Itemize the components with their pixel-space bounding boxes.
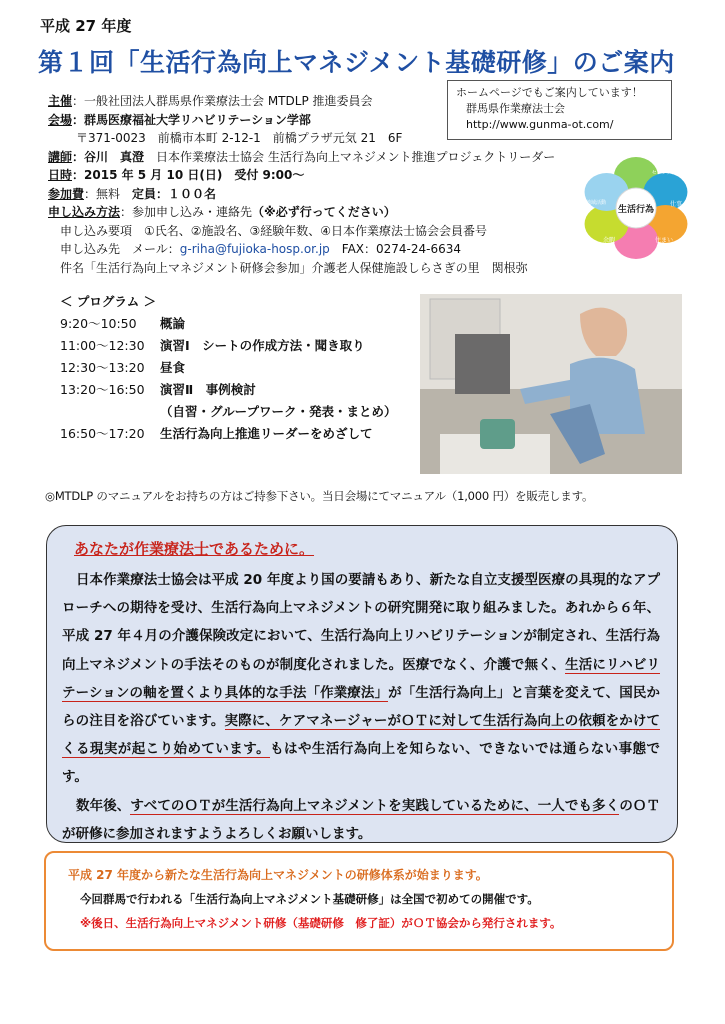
contact-prefix: 申し込み先 メール： bbox=[60, 242, 180, 256]
program-title: （自習・グループワーク・発表・まとめ） bbox=[160, 404, 397, 419]
p2-text-a: 数年後、 bbox=[76, 797, 131, 814]
capacity: 定員：１００名 bbox=[132, 186, 217, 201]
program-time: 9:20～10:50 bbox=[60, 316, 137, 331]
panel-body bbox=[62, 566, 660, 848]
program-row bbox=[60, 313, 397, 335]
date-row bbox=[48, 166, 608, 185]
contact-fax: FAX：0274-24-6634 bbox=[329, 242, 462, 256]
apply-row bbox=[48, 203, 608, 222]
homepage-box bbox=[447, 80, 672, 140]
organizer-label: 主催 bbox=[48, 94, 73, 108]
p1-text-a: 日本作業療法士協会は平成 20 年度より国の要請もあり、新たな自立支援型医療の具現的なアプローチへの期待を受け、生活行為向上マネジメントの研究開発に取り組みました。あれから６年、平成 27 年４月の介護保険改定において、生活行為向上リハビリテーションが制定され、生活行為向上マネジメントの手法そのものが制度化されました。医療でなく、介護で無く、 bbox=[62, 572, 660, 673]
p1-underlined-2: 実際に、ケアマネージャーがＯＴに対して生活行為向上の依頼をかけてくる現実が起こり始めています。 bbox=[62, 713, 661, 758]
program-row bbox=[60, 357, 397, 379]
apply-subject: 件名「生活行為向上マネジメント研修会参加」介護老人保健施設しらさぎの里 関根弥 bbox=[60, 260, 528, 275]
life-activity-flower-icon bbox=[576, 150, 696, 265]
contact-row bbox=[48, 240, 608, 259]
program-time: 12:30～13:20 bbox=[60, 360, 145, 375]
petal-label-work: 仕事 bbox=[669, 201, 683, 208]
program-title: 演習Ⅰ シートの作成方法・聞き取り bbox=[160, 338, 365, 353]
apply-requirements: 申し込み要項 ①氏名、②施設名、③経験年数、④日本作業療法士協会会員番号 bbox=[60, 223, 488, 238]
venue-label: 会場 bbox=[48, 112, 73, 127]
fee-value: ：無料 bbox=[84, 186, 133, 201]
fiscal-year: 平成 27 年度 bbox=[40, 17, 132, 35]
apply-label: 申し込み方法 bbox=[48, 205, 121, 219]
panel-paragraph-1 bbox=[62, 566, 660, 792]
panel-paragraph-2 bbox=[62, 792, 660, 848]
petal-label-selfcare: セルフケア bbox=[651, 170, 677, 176]
venue-address: 〒371-0023 前橋市本町 2-12-1 前橋プラザ元気 21 6F bbox=[76, 131, 403, 145]
program-row bbox=[60, 379, 397, 401]
petal-label-community: 地域活動 bbox=[585, 200, 607, 206]
lecturer-description: 日本作業療法士協会 生活行為向上マネジメント推進プロジェクトリーダー bbox=[156, 149, 556, 164]
contact-email-link[interactable]: g-riha@fujioka-hosp.or.jp bbox=[179, 242, 330, 256]
petal-label-home: 住まい bbox=[654, 237, 674, 244]
homepage-url-link[interactable]: http://www.gunma-ot.com/ bbox=[466, 118, 614, 131]
p1-text-b: が「生活行為向上」と言葉を変えて、国民からの注目を浴びています。 bbox=[62, 684, 660, 730]
apply-note: （※必ず行ってください） bbox=[252, 205, 396, 219]
panel-heading: あなたが作業療法士であるために。 bbox=[74, 540, 315, 558]
program-heading: ＜ プログラム ＞ bbox=[60, 294, 157, 309]
p2-text-b: のＯＴが研修に参加されますようよろしくお願いします。 bbox=[62, 797, 661, 842]
therapy-photo bbox=[420, 294, 682, 474]
program-title: 演習Ⅱ 事例検討 bbox=[160, 382, 256, 397]
program-title: 生活行為向上推進リーダーをめざして bbox=[160, 426, 373, 441]
program-row bbox=[60, 423, 397, 445]
program-time: 16:50～17:20 bbox=[60, 426, 145, 441]
homepage-line1: ホームページでもご案内しています！ bbox=[456, 86, 643, 99]
p1-text-c: もはや生活行為向上を知らない、できないでは通らない事態です。 bbox=[62, 741, 661, 786]
manual-note: ◎MTDLP のマニュアルをお持ちの方はご持参下さい。当日会場にてマニュアル（1,000 円）を販売します。 bbox=[45, 489, 594, 503]
lecturer-row bbox=[48, 148, 608, 167]
page-title: 第１回「生活行為向上マネジメント基礎研修」のご案内 bbox=[38, 48, 675, 77]
program-time: 13:20～16:50 bbox=[60, 382, 145, 397]
petal-label-leisure: 余暇 bbox=[602, 237, 616, 244]
p2-underlined: すべてのＯＴが生活行為向上マネジメントを実践しているために、一人でも多く bbox=[130, 797, 620, 814]
lecturer-name: ：谷川 真澄 bbox=[72, 149, 145, 164]
flower-center-label: 生活行為 bbox=[617, 205, 655, 215]
program-time: 11:00～12:30 bbox=[60, 338, 145, 353]
program-title: 昼食 bbox=[160, 360, 186, 375]
announcement-line-3: ※後日、生活行為向上マネジメント研修（基礎研修 修了証）がＯＴ協会から発行されます。 bbox=[80, 916, 562, 930]
program-row bbox=[60, 401, 397, 423]
program-section bbox=[60, 291, 397, 445]
p1-underlined-1: 生活にリハビリテーションの軸を置くより具体的な手法「作業療法」 bbox=[62, 656, 660, 701]
organizer-value: ：一般社団法人群馬県作業療法士会 MTDLP 推進委員会 bbox=[72, 94, 373, 108]
announcement-line-1: 平成 27 年度から新たな生活行為向上マネジメントの研修体系が始まります。 bbox=[68, 868, 488, 882]
lecturer-label: 講師 bbox=[48, 149, 73, 164]
venue-value: ：群馬医療福祉大学リハビリテーション学部 bbox=[72, 112, 311, 127]
program-title: 概論 bbox=[160, 316, 186, 331]
date-value: ：2015 年 5 月 10 日(日) 受付 9:00～ bbox=[72, 168, 305, 182]
homepage-org: 群馬県作業療法士会 bbox=[466, 102, 565, 115]
apply-method: ：参加申し込み・連絡先 bbox=[120, 205, 253, 219]
announcement-line-2: 今回群馬で行われる「生活行為向上マネジメント基礎研修」は全国で初めての開催です。 bbox=[80, 892, 539, 906]
fee-label: 参加費 bbox=[48, 186, 85, 201]
date-label: 日時 bbox=[48, 168, 73, 182]
program-row bbox=[60, 335, 397, 357]
fee-row bbox=[48, 185, 608, 204]
